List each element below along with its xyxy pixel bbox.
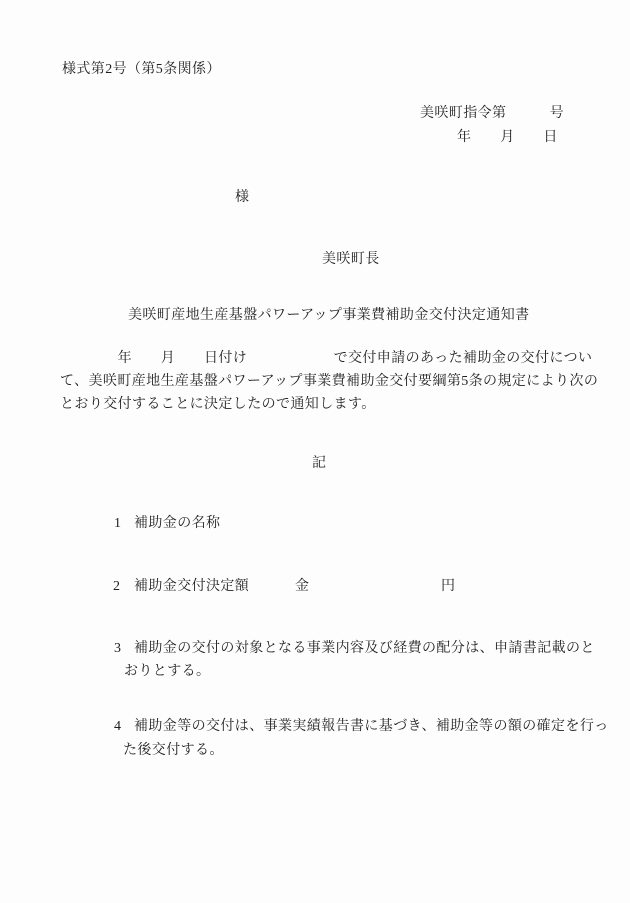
item-3-text-line-2: おりとする。 <box>124 664 211 679</box>
item-3-text-line-1: 補助金の交付の対象となる事業内容及び経費の配分は、申請書記載のと <box>134 641 595 656</box>
item-4-text-line-1: 補助金等の交付は、事業実績報告書に基づき、補助金等の額の確定を行っ <box>134 719 609 734</box>
item-4-number: 4 <box>114 719 122 734</box>
item-4-text-line-2: た後交付する。 <box>123 743 224 758</box>
item-2-grant-amount-label: 補助金交付決定額 <box>134 579 250 594</box>
body-paragraph-line-3: とおり交付することに決定したので通知します。 <box>60 397 376 412</box>
body-paragraph-line-2: て、美咲町産地生産基盤パワーアップ事業費補助金交付要綱第5条の規定により次の <box>60 374 599 389</box>
body-paragraph-line-1: 年 月 日付け で交付申請のあった補助金の交付につい <box>60 351 593 366</box>
record-heading: 記 <box>312 456 327 471</box>
item-1-grant-name-label: 補助金の名称 <box>134 516 221 531</box>
item-3-number: 3 <box>114 641 122 656</box>
item-2-amount-suffix-yen: 円 <box>441 579 456 594</box>
issuer-title: 美咲町長 <box>322 252 380 267</box>
form-number: 様式第2号（第5条関係） <box>62 62 221 77</box>
issue-date-line: 年 月 日 <box>457 130 558 145</box>
directive-number-line: 美咲町指令第 号 <box>420 106 564 121</box>
item-1-number: 1 <box>114 516 122 531</box>
document-title: 美咲町産地生産基盤パワーアップ事業費補助金交付決定通知書 <box>128 308 530 323</box>
item-2-number: 2 <box>113 579 121 594</box>
item-2-amount-prefix-kin: 金 <box>295 579 310 594</box>
recipient-honorific: 様 <box>235 190 250 205</box>
